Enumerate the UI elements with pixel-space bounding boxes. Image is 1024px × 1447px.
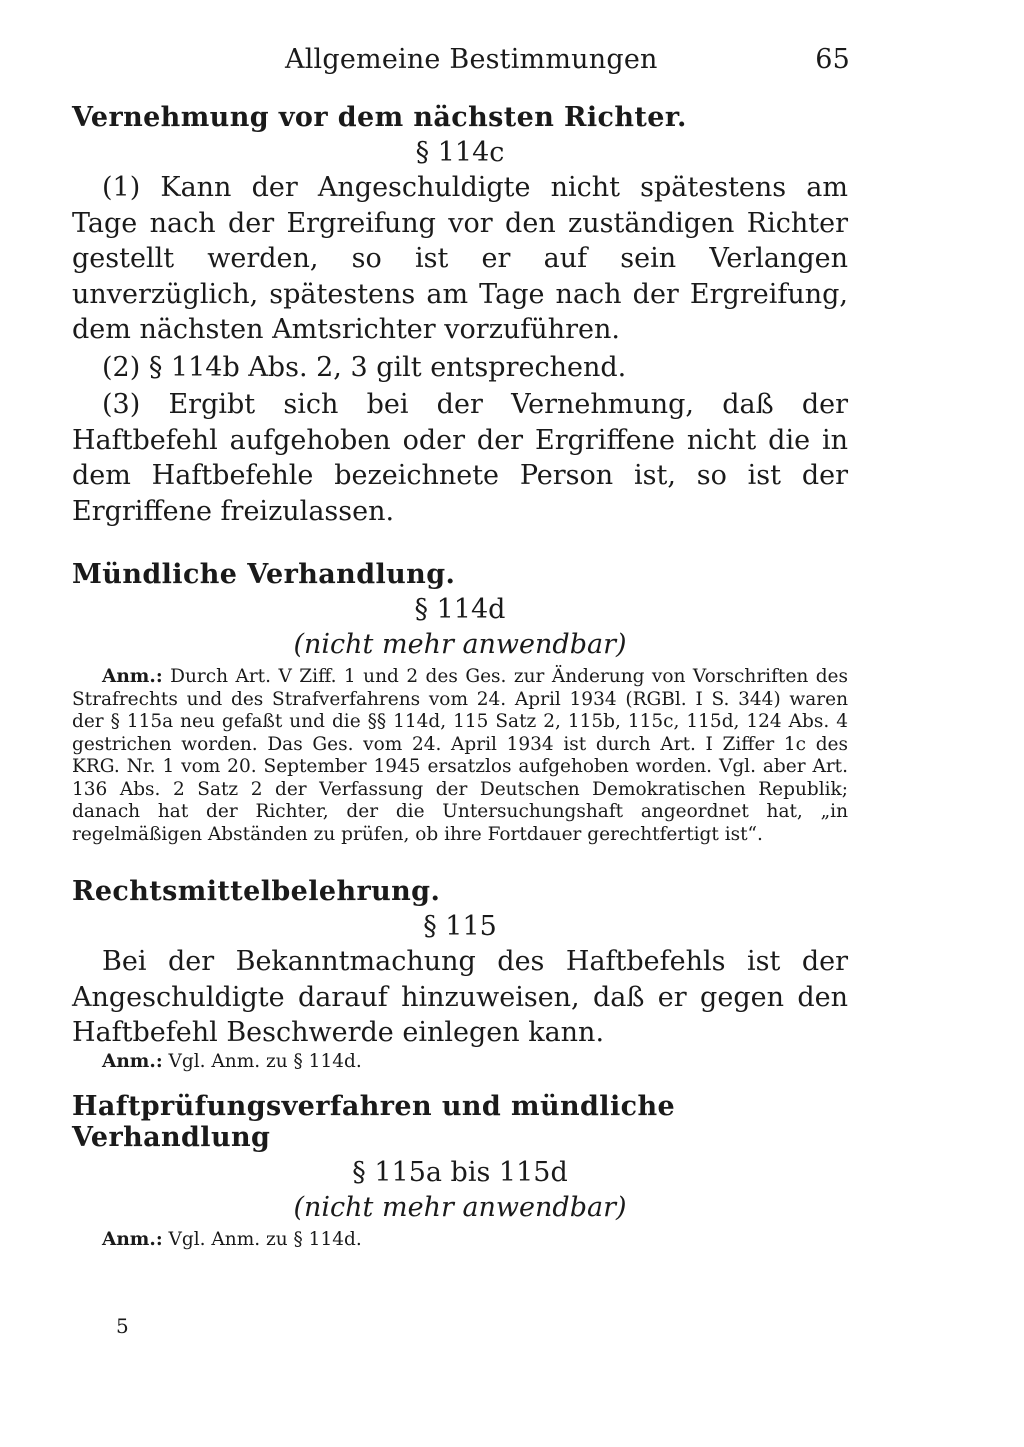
annotation-label: Anm.:: [102, 1229, 163, 1250]
subsection-2: (2) § 114b Abs. 2, 3 gilt entsprechend.: [102, 351, 627, 383]
section-heading: Vernehmung vor dem nächsten Richter.: [72, 102, 687, 133]
section-heading: Rechtsmittelbelehrung.: [72, 876, 441, 907]
section-115a-115d: [72, 1091, 848, 1252]
annotation-text: Vgl. Anm. zu § 114d.: [168, 1050, 362, 1072]
paragraph-mark: § 115: [423, 911, 497, 942]
section-heading: Mündliche Verhandlung.: [72, 559, 456, 590]
page-number: 65: [815, 44, 850, 75]
paragraph-mark: § 114c: [415, 137, 505, 168]
annotation: [72, 1051, 848, 1074]
running-head-title: Allgemeine Bestimmungen: [285, 44, 658, 75]
annotation-text: Durch Art. V Ziff. 1 und 2 des Ges. zur Änderung von Vorschriften des Strafrechts und des Strafverfahrens vom 24. April 1934 (RGBl. I S. 344) waren der § 115a neu gefaßt und die §§ 114d, 115 Satz 2, 115b, 115c, 115d, 124 Abs. 4 gestrichen worden. Das Ges. vom 24. April 1934 ist durch Art. I Ziffer 1c des KRG. Nr. 1 vom 20. September 1945 ersatzlos aufgehoben worden. Vgl. aber Art. 136 Abs. 2 Satz 2 der Verfassung der Deutschen Demokratischen Republik; danach hat der Richter, der die Untersuchungshaft angeordnet hat, „in regelmäßigen Abständen zu prüfen, ob ihre Fortdauer gerechtfertigt ist“.: [72, 666, 848, 845]
annotation-label: Anm.:: [102, 666, 163, 687]
section-115: [72, 876, 848, 1073]
status-note: (nicht mehr anwendbar): [293, 629, 627, 660]
section-114d: [72, 559, 848, 846]
annotation-label: Anm.:: [102, 1050, 163, 1072]
main-content: [72, 102, 848, 1252]
signature-mark: 5: [116, 1314, 129, 1338]
status-note: (nicht mehr anwendbar): [293, 1192, 627, 1223]
annotation: [72, 666, 848, 846]
annotation: [72, 1229, 848, 1252]
running-head: [285, 44, 850, 75]
section-body: Bei der Bekanntmachung des Haftbefehls ist der Angeschuldigte darauf hinzuweisen, daß er gegen den Haftbefehl Beschwerde einlegen kann.: [72, 946, 848, 1048]
section-heading: Haftprüfungsverfahren und mündliche Verhandlung: [72, 1091, 676, 1153]
section-114c: [72, 102, 848, 529]
subsection-3: (3) Ergibt sich bei der Vernehmung, daß der Haftbefehl aufgehoben oder der Ergriffene nicht die in dem Haftbefehle bezeichnete Person ist, so ist der Ergriffene freizulassen.: [72, 389, 848, 527]
annotation-text: Vgl. Anm. zu § 114d.: [168, 1229, 362, 1250]
paragraph-mark: § 115a bis 115d: [352, 1157, 568, 1188]
paragraph-mark: § 114d: [414, 594, 506, 625]
subsection-1: (1) Kann der Angeschuldigte nicht spätestens am Tage nach der Ergreifung vor den zuständigen Richter gestellt werden, so ist er auf sein Verlangen unverzüglich, spätestens am Tage nach der Ergreifung, dem nächsten Amtsrichter vorzuführen.: [72, 172, 848, 345]
